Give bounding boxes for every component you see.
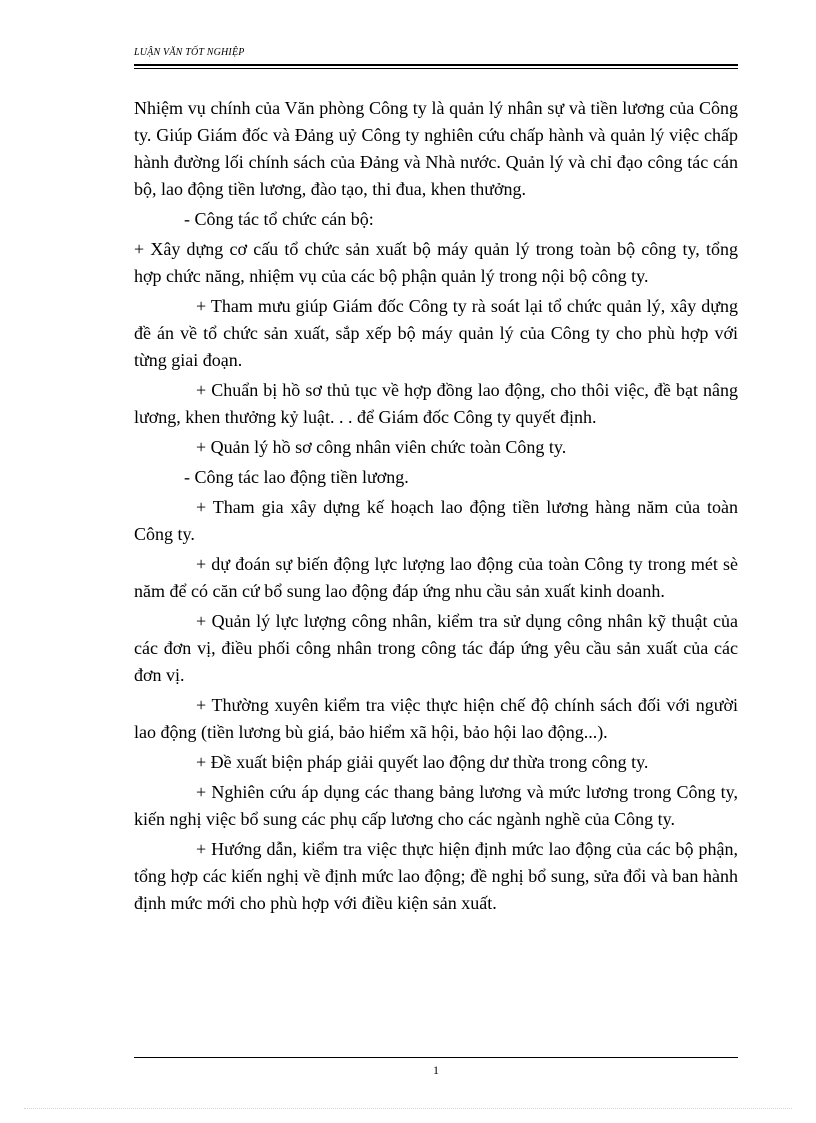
header-rule-thin [134, 68, 738, 69]
page-header [134, 46, 738, 69]
section-heading-personnel: - Công tác tổ chức cán bộ: [184, 209, 374, 229]
list-item: + Hướng dẫn, kiểm tra việc thực hiện định mức lao động của các bộ phận, tổng hợp các kiến nghị về định mức lao động; đề nghị bổ sung, sửa đổi và ban hành định mức mới cho phù hợp với điều kiện sản xuất. [134, 839, 738, 913]
list-item: + Xây dựng cơ cấu tổ chức sản xuất bộ máy quản lý trong toàn bộ công ty, tổng hợp chức năng, nhiệm vụ của các bộ phận quản lý trong nội bộ công ty. [134, 239, 738, 286]
list-item: + Quản lý lực lượng công nhân, kiểm tra sử dụng công nhân kỹ thuật của các đơn vị, điều phối công nhân trong công tác đáp ứng yêu cầu sản xuất của các đơn vị. [134, 611, 738, 685]
paragraph-intro: Nhiệm vụ chính của Văn phòng Công ty là quản lý nhân sự và tiền lương của Công ty. Giúp Giám đốc và Đảng uỷ Công ty nghiên cứu chấp hành và quản lý việc chấp hành đường lối chính sách của Đảng và Nhà nước. Quản lý và chỉ đạo công tác cán bộ, lao động tiền lương, đào tạo, thi đua, khen thưởng. [134, 98, 738, 199]
document-body [134, 95, 738, 920]
footer-rule [134, 1057, 738, 1058]
page-edge-divider [24, 1108, 792, 1109]
list-item: + Đề xuất biện pháp giải quyết lao động dư thừa trong công ty. [196, 752, 649, 772]
section-heading-labor-wages: - Công tác lao động tiền lương. [184, 467, 409, 487]
header-title: LUẬN VĂN TỐT NGHIỆP [134, 47, 245, 58]
list-item: + Tham gia xây dựng kế hoạch lao động tiền lương hàng năm của toàn Công ty. [134, 497, 738, 544]
page-number: 1 [433, 1063, 439, 1077]
list-item: + dự đoán sự biến động lực lượng lao động của toàn Công ty trong mét sè năm để có căn cứ bổ sung lao động đáp ứng nhu cầu sản xuất kinh doanh. [134, 554, 738, 601]
list-item: + Chuẩn bị hồ sơ thủ tục về hợp đồng lao động, cho thôi việc, đề bạt nâng lương, khen thưởng kỷ luật. . . để Giám đốc Công ty quyết định. [134, 380, 738, 427]
list-item: + Thường xuyên kiểm tra việc thực hiện chế độ chính sách đối với người lao động (tiền lương bù giá, bảo hiểm xã hội, bảo hội lao động...). [134, 695, 738, 742]
page-footer [134, 1057, 738, 1078]
list-item: + Quản lý hồ sơ công nhân viên chức toàn Công ty. [196, 437, 567, 457]
list-item: + Nghiên cứu áp dụng các thang bảng lương và mức lương trong Công ty, kiến nghị việc bổ sung các phụ cấp lương cho các ngành nghề của Công ty. [134, 782, 738, 829]
header-rule-thick [134, 64, 738, 66]
list-item: + Tham mưu giúp Giám đốc Công ty rà soát lại tổ chức quản lý, xây dựng đề án về tổ chức sản xuất, sắp xếp bộ máy quản lý của Công ty cho phù hợp với từng giai đoạn. [134, 296, 738, 370]
